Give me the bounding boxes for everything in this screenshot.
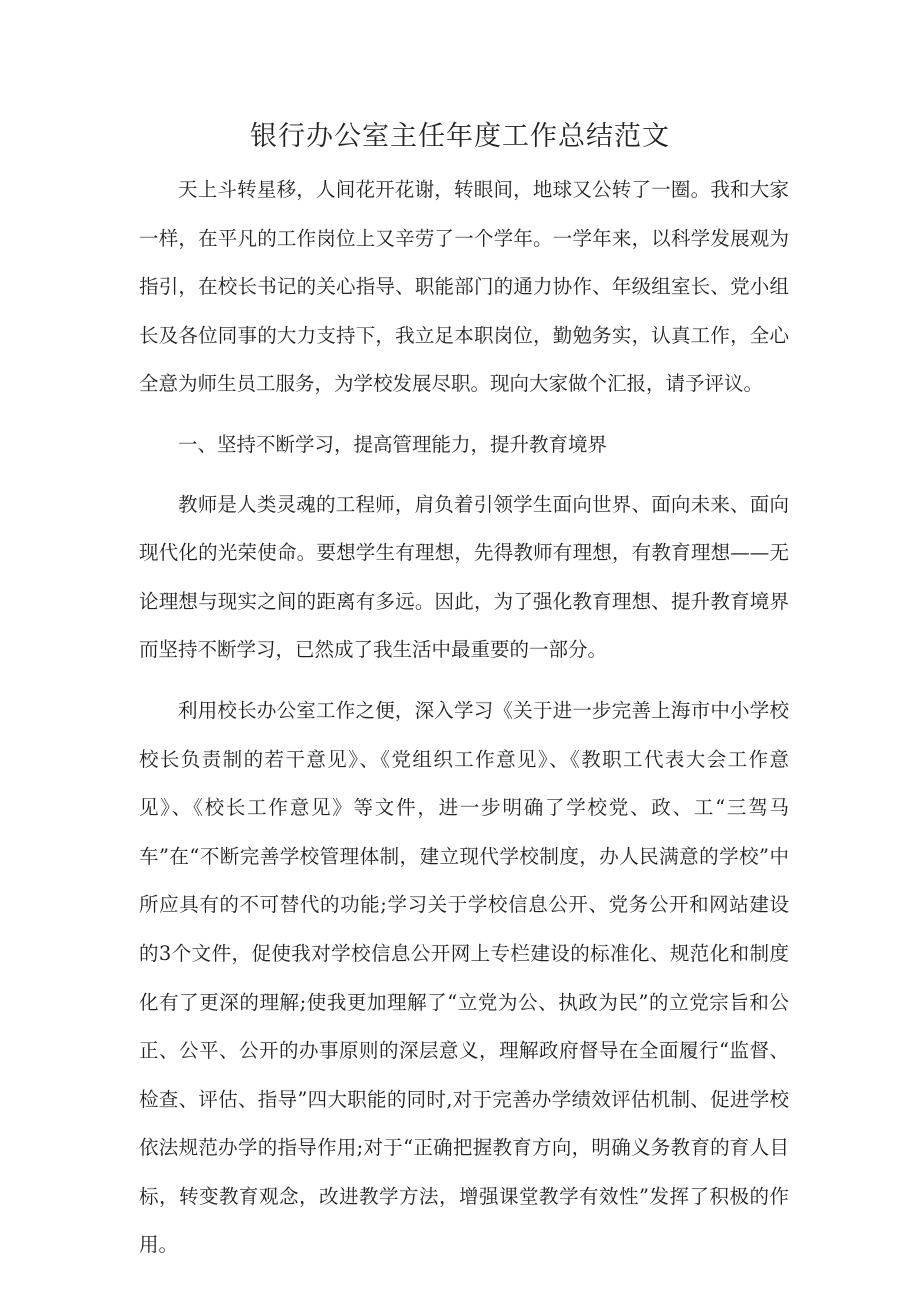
paragraph-intro: 天上斗转星移，人间花开花谢，转眼间，地球又公转了一圈。我和大家一样，在平凡的工作岗位上又辛劳了一个学年。一学年来，以科学发展观为指引，在校长书记的关心指导、职能部门的通力协作、年级组室长、党小组长及各位同事的大力支持下，我立足本职岗位，勤勉务实，认真工作，全心全意为师生员工服务，为学校发展尽职。现向大家做个汇报，请予评议。 xyxy=(139,178,789,396)
paragraph-study-documents: 利用校长办公室工作之便，深入学习《关于进一步完善上海市中小学校校长负责制的若干意见》、《党组织工作意见》、《教职工代表大会工作意见》、《校长工作意见》等文件，进一步明确了学校党、政、工“三驾马车”在“不断完善学校管理体制，建立现代学校制度，办人民满意的学校”中所应具有的不可替代的功能;学习关于学校信息公开、党务公开和网站建设的3个文件，促使我对学校信息公开网上专栏建设的标准化、规范化和制度化有了更深的理解;使我更加理解了“立党为公、执政为民”的立党宗旨和公正、公平、公开的办事原则的深层意义，理解政府督导在全面履行“监督、检查、评估、指导”四大职能的同时,对于完善办学绩效评估机制、促进学校依法规范办学的指导作用;对于“正确把握教育方向，明确义务教育的育人目标，转变教育观念，改进教学方法，增强课堂教学有效性”发挥了积极的作用。 xyxy=(139,698,789,1257)
document-body xyxy=(139,166,789,1270)
document-title: 银行办公室主任年度工作总结范文 xyxy=(250,121,670,152)
section-heading: 一、坚持不断学习，提高管理能力，提升教育境界 xyxy=(178,432,608,456)
paragraph-teacher-ideal: 教师是人类灵魂的工程师，肩负着引领学生面向世界、面向未来、面向现代化的光荣使命。要想学生有理想，先得教师有理想，有教育理想——无论理想与现实之间的距离有多远。因此，为了强化教育理想、提升教育境界而坚持不断学习，已然成了我生活中最重要的一部分。 xyxy=(139,492,789,662)
